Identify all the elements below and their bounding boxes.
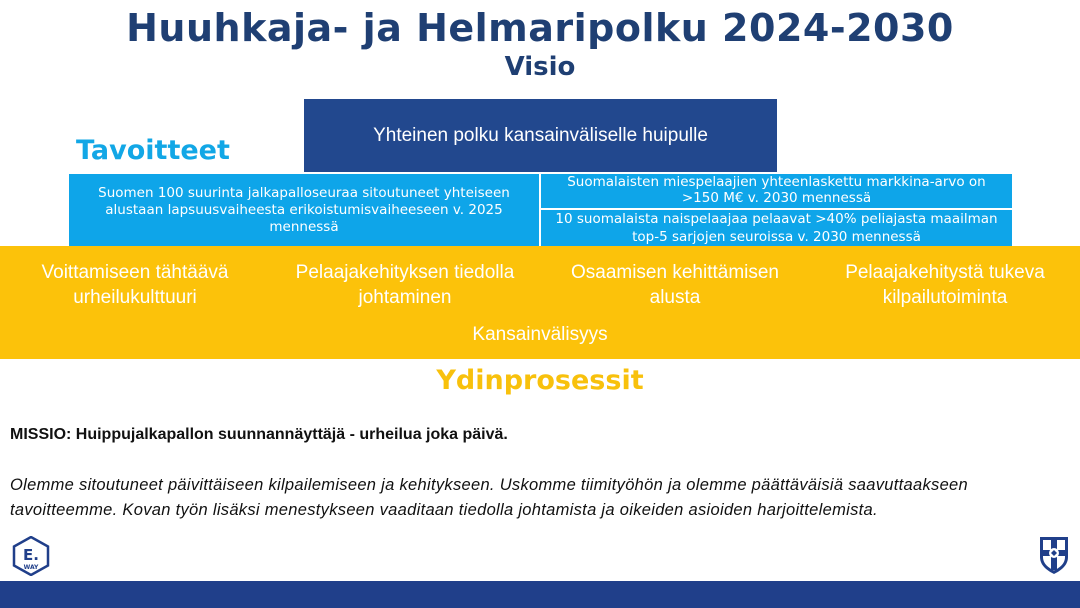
e-way-text: WAY [23,564,39,571]
process-item: Kansainvälisyys [472,324,608,345]
vision-box [304,99,777,172]
page-subtitle: Visio [504,52,576,82]
goal-text: Suomen 100 suurinta jalkapalloseuraa sitoutuneet yhteiseen alustaan lapsuusvaiheesta erikoistumisvaiheeseen v. 2025 mennessä [98,184,510,235]
page-title: Huuhkaja- ja Helmaripolku 2024-2030 [126,6,954,50]
vision-text: Yhteinen polku kansainväliselle huipulle [373,124,708,146]
process-item: Pelaajakehityksen tiedolla johtaminen [295,262,515,308]
lion-crest-logo [1038,535,1070,575]
goal-box-clubs [69,174,539,246]
process-item: Pelaajakehitystä tukeva kilpailutoiminta [845,262,1045,308]
core-processes-heading: Ydinprosessit [436,365,644,396]
process-item: Osaamisen kehittämisen alusta [570,262,780,308]
mission-statement: MISSIO: Huippujalkapallon suunnannäyttäjä - urheilua joka päivä. [10,426,508,443]
footer-bar [0,581,1080,608]
e-way-logo [11,536,51,576]
goal-box-women-players [541,210,1012,246]
goal-text: Suomalaisten miespelaajien yhteenlaskettu markkina-arvo on >150 M€ v. 2030 mennessä [567,174,986,206]
mission-body: Olemme sitoutuneet päivittäiseen kilpailemiseen ja kehitykseen. Uskomme tiimityöhön ja olemme päättäväisiä saavuttaakseen tavoitteemme. Kovan työn lisäksi menestykseen vaaditaan tiedolla johtamista ja oikeiden asioiden harjoittelemista. [10,476,969,519]
goal-text: 10 suomalaista naispelaajaa pelaavat >40% peliajasta maailman top-5 sarjojen seuroissa v. 2030 mennessä [555,211,998,245]
process-item: Voittamiseen tähtäävä urheilukulttuuri [41,262,229,308]
goal-box-market-value [541,174,1012,208]
e-way-letter: E. [23,546,39,564]
goals-heading: Tavoitteet [76,135,230,166]
